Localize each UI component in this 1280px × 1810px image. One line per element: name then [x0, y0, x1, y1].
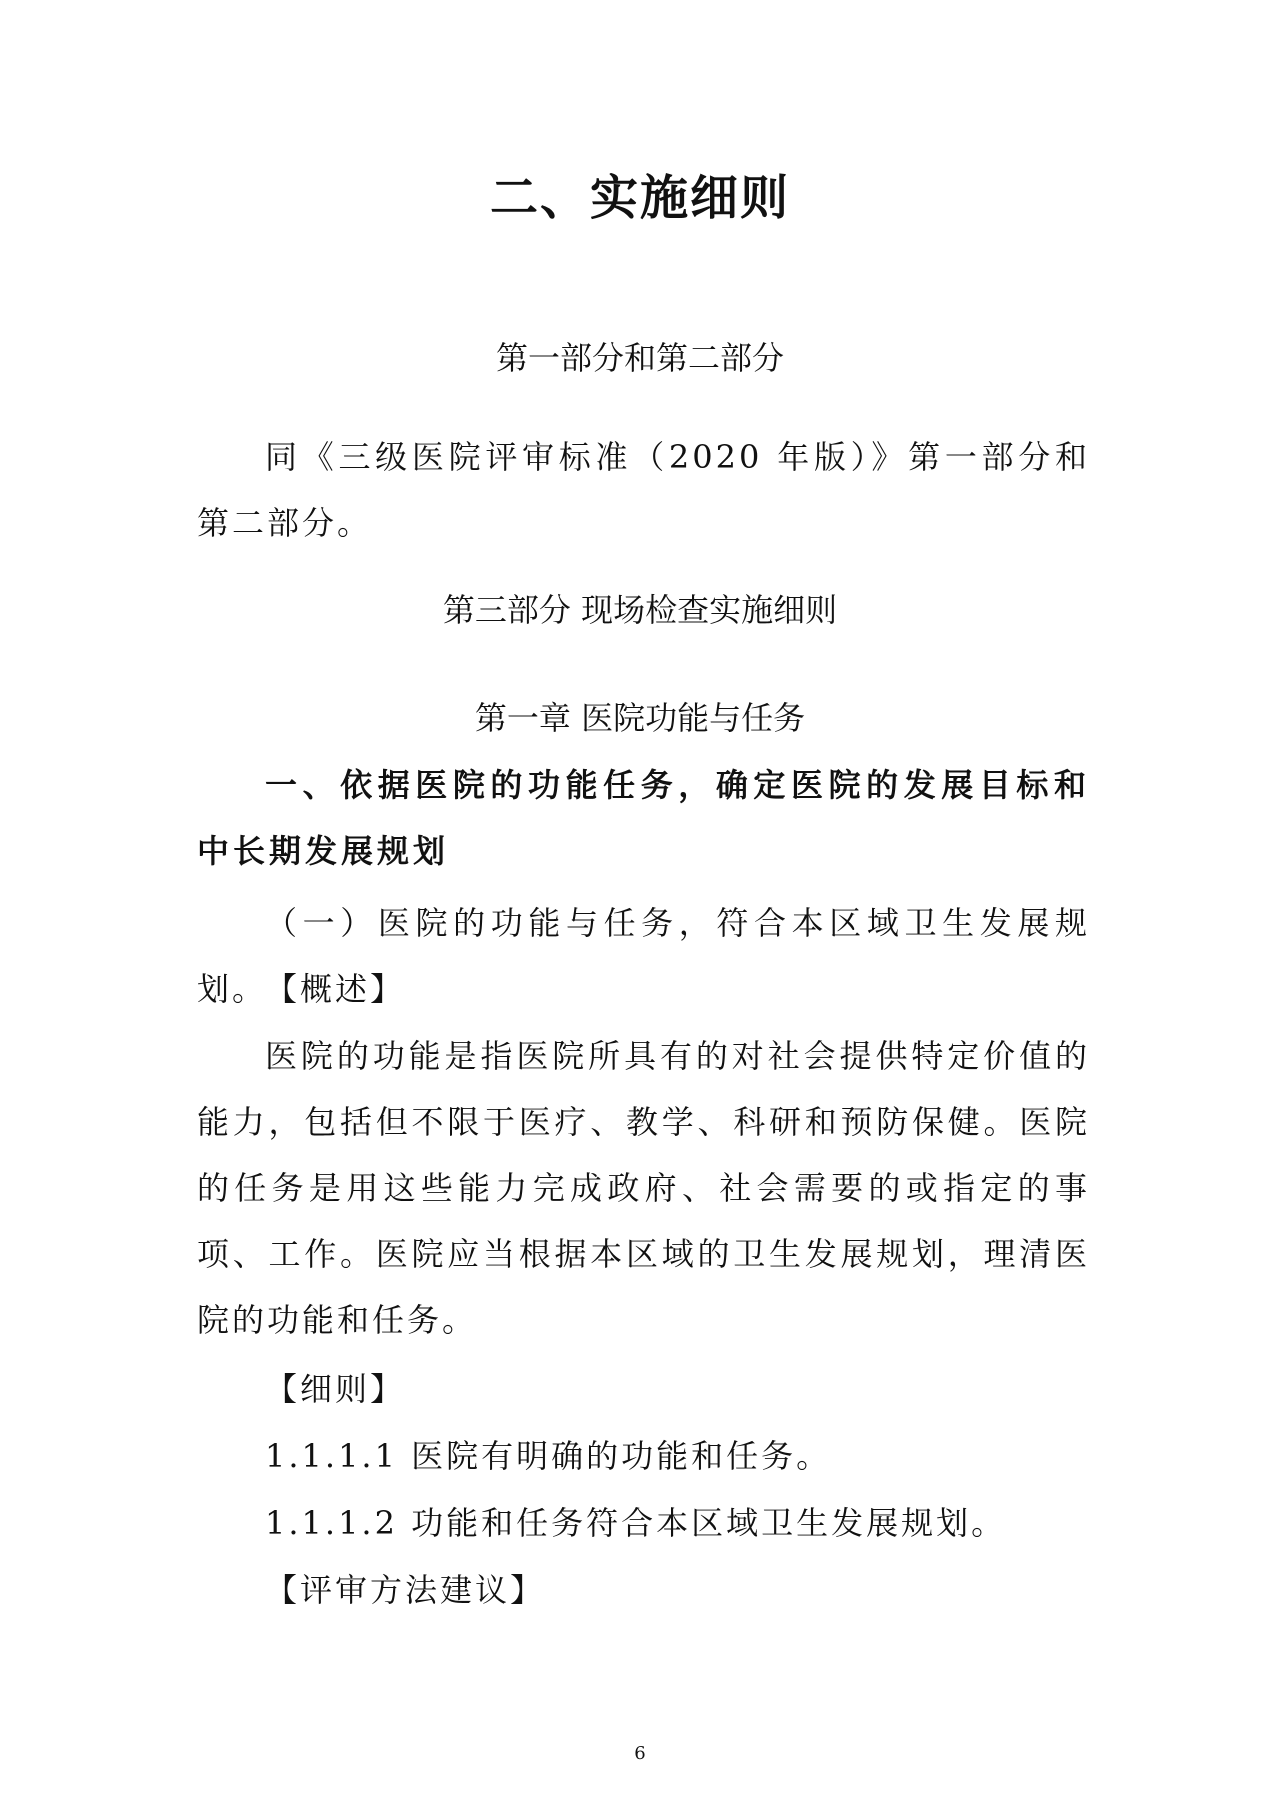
section1-heading: 一、依据医院的功能任务，确定医院的发展目标和中长期发展规划 [197, 766, 1090, 870]
overview-body: 医院的功能是指医院所具有的对社会提供特定价值的能力，包括但不限于医疗、教学、科研和预防保健。医院的任务是用这些能力完成政府、社会需要的或指定的事项、工作。医院应当根据本区域的卫生发展规划，理清医院的功能和任务。 [197, 1037, 1090, 1339]
rule-2: 1.1.1.2 功能和任务符合本区域卫生发展规划。 [265, 1504, 1007, 1542]
item1-title: （一）医院的功能与任务，符合本区域卫生发展规划。 [197, 904, 1090, 1008]
review-method-label: 【评审方法建议】 [265, 1571, 546, 1609]
part1-title: 第一部分和第二部分 [495, 339, 784, 377]
overview-label: 【概述】 [265, 970, 406, 1008]
chapter1-title: 第一章 医院功能与任务 [474, 699, 806, 737]
rule-1: 1.1.1.1 医院有明确的功能和任务。 [265, 1437, 832, 1475]
part1-body: 同《三级医院评审标准（2020 年版）》第一部分和第二部分。 [197, 438, 1090, 542]
part3-title: 第三部分 现场检查实施细则 [442, 591, 838, 629]
page-number: 6 [634, 1743, 646, 1764]
main-title: 二、实施细则 [489, 170, 790, 226]
rules-label: 【细则】 [265, 1370, 406, 1408]
